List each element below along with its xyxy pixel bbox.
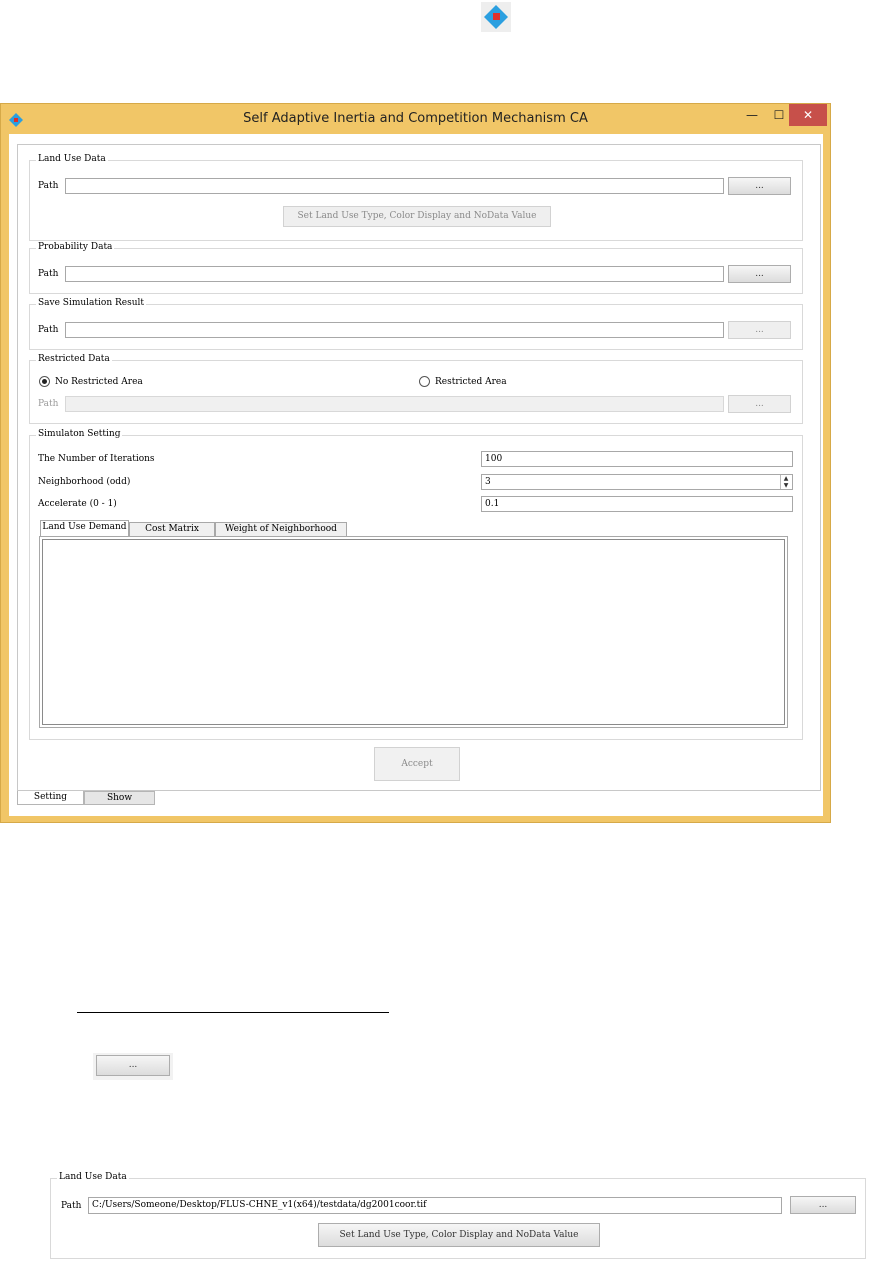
no-restricted-area-radio[interactable] bbox=[39, 376, 50, 387]
window-client bbox=[9, 134, 823, 816]
set-land-use-type-button[interactable]: Set Land Use Type, Color Display and NoData Value bbox=[283, 206, 551, 227]
window-title: Self Adaptive Inertia and Competition Mechanism CA bbox=[243, 111, 588, 126]
land-use-filled-path-input[interactable]: C:/Users/Someone/Desktop/FLUS-CHNE_v1(x64)/testdata/dg2001coor.tif bbox=[88, 1197, 782, 1214]
restricted-area-label: Restricted Area bbox=[435, 377, 507, 387]
restricted-group bbox=[29, 354, 803, 424]
neighborhood-label: Neighborhood (odd) bbox=[38, 477, 131, 487]
land-use-path-input[interactable] bbox=[65, 178, 724, 194]
land-use-group-title: Land Use Data bbox=[38, 154, 106, 164]
set-land-use-type-button-filled[interactable]: Set Land Use Type, Color Display and NoData Value bbox=[318, 1223, 600, 1247]
probability-path-label: Path bbox=[38, 269, 59, 279]
accept-button[interactable]: Accept bbox=[374, 747, 460, 781]
land-use-demand-pane bbox=[39, 536, 788, 728]
land-use-filled-group-title: Land Use Data bbox=[59, 1172, 127, 1182]
land-use-filled-browse-button[interactable]: ... bbox=[790, 1196, 856, 1214]
iterations-label: The Number of Iterations bbox=[38, 454, 155, 464]
browse-button-sample bbox=[93, 1053, 173, 1080]
save-result-group-title: Save Simulation Result bbox=[38, 298, 145, 308]
land-use-group-filled bbox=[50, 1172, 866, 1259]
land-use-group bbox=[29, 154, 803, 241]
tab-cost-matrix[interactable]: Cost Matrix bbox=[129, 522, 215, 537]
land-use-path-label: Path bbox=[38, 181, 59, 191]
accelerate-label: Accelerate (0 - 1) bbox=[38, 499, 117, 509]
save-result-path-label: Path bbox=[38, 325, 59, 335]
minimize-button[interactable]: — bbox=[746, 108, 758, 122]
restricted-path-label: Path bbox=[38, 399, 59, 409]
restricted-group-title: Restricted Data bbox=[38, 354, 110, 364]
app-logo-icon bbox=[481, 2, 511, 32]
no-restricted-area-label: No Restricted Area bbox=[55, 377, 143, 387]
probability-group-title: Probability Data bbox=[38, 242, 113, 252]
standalone-browse-button[interactable]: ... bbox=[96, 1055, 170, 1076]
accelerate-input[interactable]: 0.1 bbox=[481, 496, 793, 512]
probability-group bbox=[29, 242, 803, 294]
neighborhood-spinbox[interactable]: 3 bbox=[481, 474, 793, 490]
simulation-group-title: Simulaton Setting bbox=[38, 429, 121, 439]
setting-tab-page bbox=[17, 144, 821, 791]
save-result-path-input[interactable] bbox=[65, 322, 724, 338]
land-use-demand-table[interactable] bbox=[42, 539, 785, 725]
tab-show[interactable]: Show bbox=[84, 791, 155, 805]
save-result-group bbox=[29, 298, 803, 350]
probability-path-input[interactable] bbox=[65, 266, 724, 282]
underline-rule bbox=[77, 1012, 389, 1013]
maximize-button[interactable]: ☐ bbox=[773, 108, 785, 122]
simulation-group bbox=[29, 429, 803, 740]
iterations-input[interactable]: 100 bbox=[481, 451, 793, 467]
land-use-filled-path-label: Path bbox=[61, 1201, 82, 1211]
probability-browse-button[interactable]: ... bbox=[728, 265, 791, 283]
restricted-area-radio[interactable] bbox=[419, 376, 430, 387]
neighborhood-spin-arrows-icon[interactable]: ▲ ▼ bbox=[780, 475, 791, 489]
land-use-browse-button[interactable]: ... bbox=[728, 177, 791, 195]
tab-weight-of-neighborhood[interactable]: Weight of Neighborhood bbox=[215, 522, 347, 537]
save-result-browse-button[interactable]: ... bbox=[728, 321, 791, 339]
restricted-browse-button[interactable]: ... bbox=[728, 395, 791, 413]
tab-setting[interactable]: Setting bbox=[17, 791, 84, 805]
close-button[interactable]: ✕ bbox=[789, 104, 827, 126]
main-window bbox=[0, 103, 831, 823]
restricted-path-input[interactable] bbox=[65, 396, 724, 412]
tab-land-use-demand[interactable]: Land Use Demand bbox=[40, 520, 129, 537]
title-bar bbox=[1, 104, 830, 134]
